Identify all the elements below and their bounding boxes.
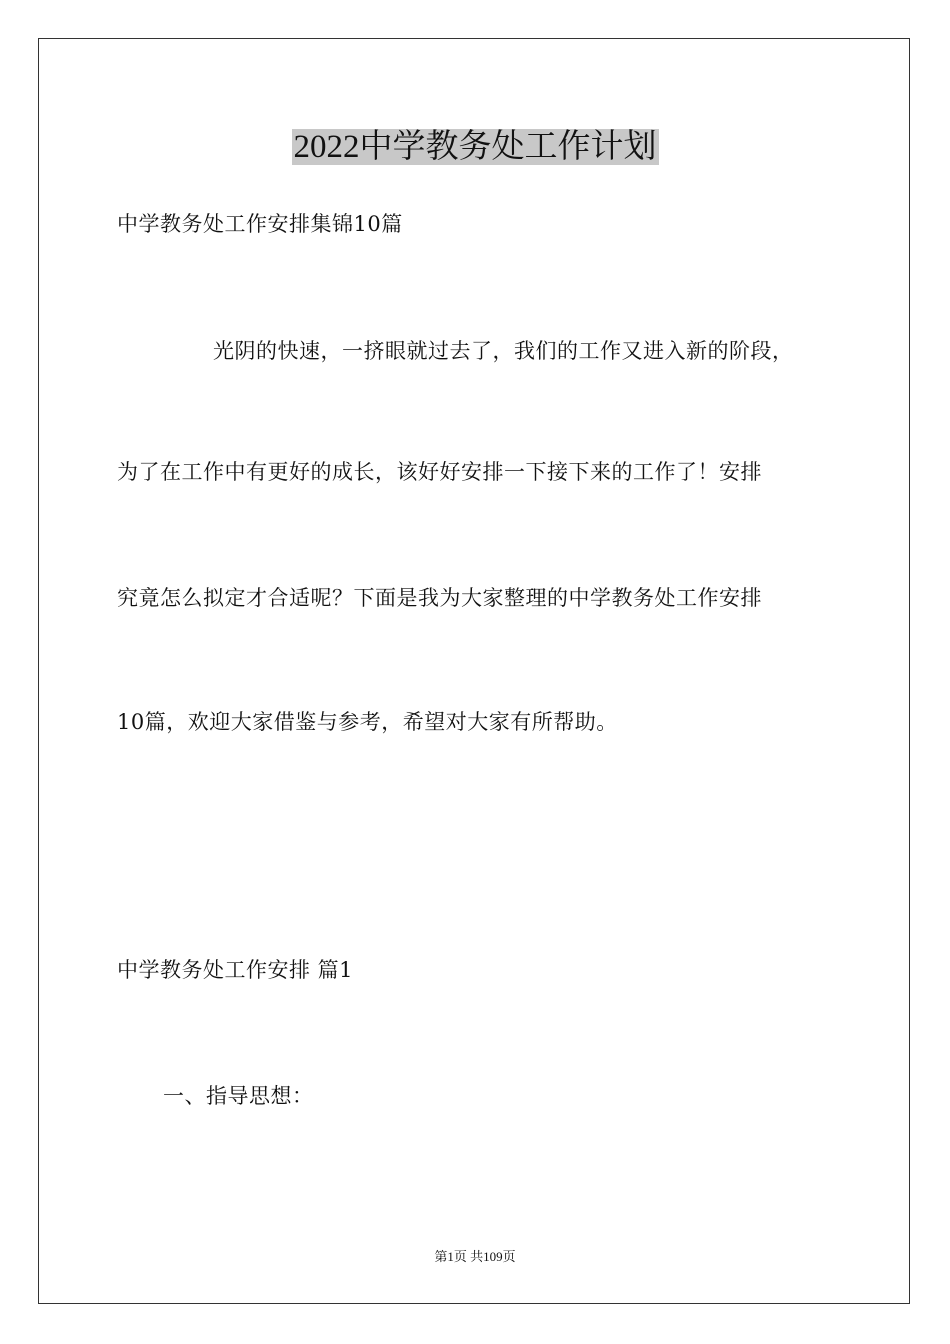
document-subtitle: 中学教务处工作安排集锦10篇 <box>117 212 403 236</box>
page-number-footer: 第1页 共109页 <box>434 1249 516 1264</box>
intro-line-1: 光阴的快速，一挤眼就过去了，我们的工作又进入新的阶段， <box>213 339 794 363</box>
section-heading: 中学教务处工作安排 篇1 <box>117 958 354 982</box>
subheading: 一、指导思想： <box>163 1084 314 1108</box>
intro-line-4: 10篇，欢迎大家借鉴与参考，希望对大家有所帮助。 <box>117 710 618 734</box>
document-title <box>0 124 950 170</box>
intro-line-2: 为了在工作中有更好的成长，该好好安排一下接下来的工作了！安排 <box>117 460 762 484</box>
intro-line-3: 究竟怎么拟定才合适呢？下面是我为大家整理的中学教务处工作安排 <box>117 586 762 610</box>
document-title-text: 2022中学教务处工作计划 <box>293 129 657 165</box>
